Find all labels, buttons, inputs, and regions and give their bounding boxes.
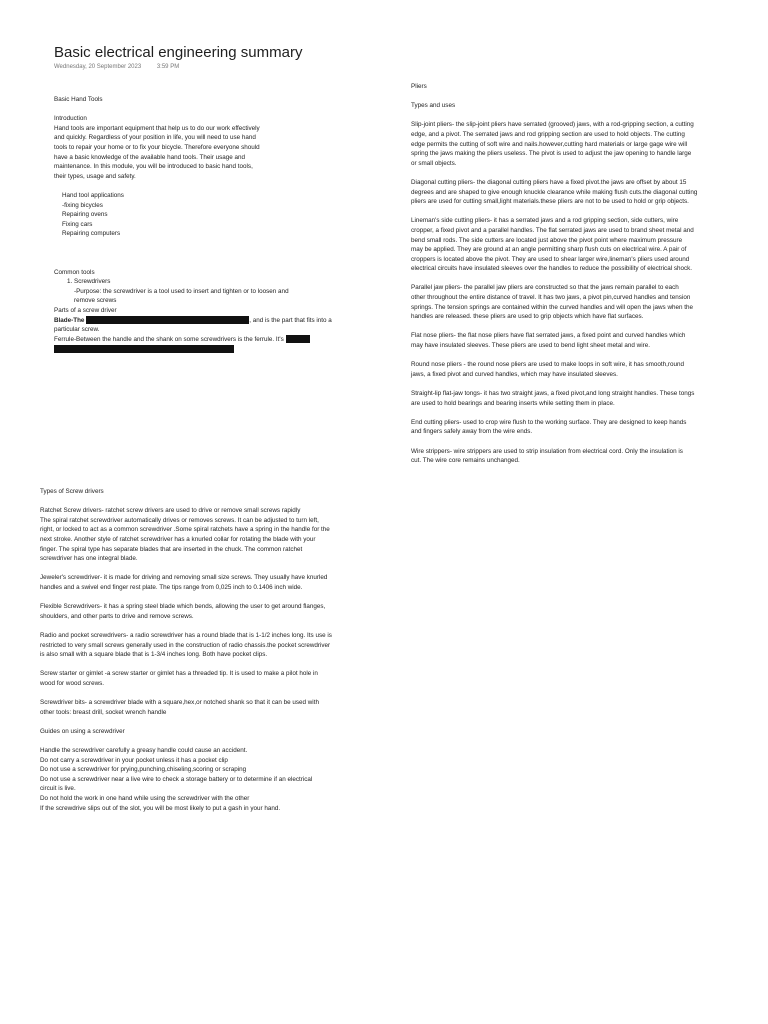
- text-line: other throughout the entire distance of travel. It has two jaws, a pivot pin,curved handles and tension: [411, 294, 691, 302]
- text-line: finger. The spiral type has separate blades that are inserted in the chuck. The common ratchet: [40, 545, 303, 553]
- text-line: Do not use a screwdriver for prying,punching,chiseling,scoring or scraping: [40, 766, 247, 774]
- paragraph: [411, 389, 767, 408]
- text-line: have a basic knowledge of the available hand tools. Their usage and: [54, 153, 246, 161]
- text-line: and quickly. Regardless of your position in life, you will need to use hand: [54, 134, 256, 142]
- text-line: Slip-joint pliers- the slip-joint pliers have serrated (grooved) jaws, with a rod-gripping section, a cutting: [411, 121, 694, 129]
- text-line: right, or locked to act as a common screwdriver .Some spiral ratchets have a spring in the handle for the: [40, 526, 330, 534]
- text-line: handles are released. these pliers are used to grip objects which have flat surfaces.: [411, 313, 644, 321]
- paragraph: [40, 746, 405, 813]
- text-line: circuit is live.: [40, 785, 76, 793]
- types-heading: Types of Screw drivers: [40, 488, 104, 495]
- text-line: their types, usage and safety.: [54, 172, 136, 180]
- applications-list: [54, 191, 364, 239]
- left-top-note: [54, 95, 364, 354]
- text-line: are used to hold bearings and bearing inserts while setting them in place.: [411, 399, 615, 407]
- text-line: edge permits the cutting of soft wire and nails.however,cutting hard materials or large gage wire will: [411, 140, 688, 148]
- text-line: shoulders, and other parts to drive and remove screws.: [40, 612, 194, 620]
- pliers-heading: Pliers: [411, 83, 427, 90]
- paragraph: [40, 602, 405, 621]
- text-line: cut. The wire core remains unchanged.: [411, 457, 520, 465]
- text-line: Radio and pocket screwdrivers- a radio screwdriver has a round blade that is 1-1/2 inches long. Its use is: [40, 631, 332, 639]
- paragraph: [40, 573, 405, 592]
- blade-line-2: particular screw.: [54, 326, 100, 334]
- text-line: Do not use a screwdriver near a live wire to check a storage battery or to determine if an electrical: [40, 775, 313, 783]
- redaction-bar: [86, 316, 249, 324]
- right-note: [411, 82, 767, 466]
- paragraph: [411, 283, 767, 321]
- text-line: Hand tools are important equipment that help us to do our work effectively: [54, 124, 260, 132]
- text-line: restricted to very small screws generally used in the construction of radio chassis.the pocket screwdriver: [40, 641, 331, 649]
- text-line: may have insulated sleeves. These pliers are used to bend light sheet metal and wire.: [411, 342, 650, 350]
- text-line: Wire strippers- wire strippers are used to strip insulation from electrical cord. Only the insulation is: [411, 447, 683, 455]
- text-line: maintenance. In this module, you will be introduced to basic hand tools,: [54, 163, 253, 171]
- text-line: Flexible Screwdrivers- it has a spring steel blade which bends, allowing the user to get around flanges,: [40, 603, 326, 611]
- text-line: spring the jaws making the pliers useless. The pivot is used to adjust the jaw opening to handle large: [411, 150, 692, 158]
- text-line: cropper, a fixed pivot and a parallel handles. The flat serrated jaws are used to brand sheet metal and: [411, 226, 694, 234]
- text-line: degrees and are shaped to give enough knuckle clearance while making flush cuts.the diagonal cutting: [411, 188, 698, 196]
- paragraph: [40, 727, 405, 737]
- text-line: If the screwdrive slips out of the slot, you will be most likely to put a gash in your hand.: [40, 804, 281, 812]
- text-line: tools to repair your home or to fix your bicycle. Therefore everyone should: [54, 143, 260, 151]
- paragraph: [411, 418, 767, 437]
- paragraph: [411, 331, 767, 350]
- text-line: Guides on using a screwdriver: [40, 727, 125, 735]
- text-line: Screw starter or gimlet -a screw starter or gimlet has a threaded tip. It is used to make a pilot hole in: [40, 670, 318, 678]
- ferrule-text: Ferrule-Between the handle and the shank on some screwdrivers is the ferrule. It's: [54, 335, 284, 343]
- text-line: Straight-lip flat-jaw tongs- it has two straight jaws, a fixed pivot,and long straight handles. These tongs: [411, 390, 695, 397]
- text-line: Flat nose pliers- the flat nose pliers have flat serrated jaws, a fixed point and curved handles which: [411, 332, 686, 340]
- blade-label: Blade-The: [54, 316, 85, 324]
- text-line: Handle the screwdriver carefully a greasy handle could cause an accident.: [40, 747, 248, 755]
- blade-line: [54, 316, 364, 326]
- text-line: Do not carry a screwdriver in your pocket unless it has a pocket clip: [40, 756, 228, 764]
- paragraph: [411, 360, 767, 379]
- text-line: -Purpose: the screwdriver is a tool used to insert and tighten or to loosen and: [74, 287, 289, 295]
- text-line: other tools: breast drill, socket wrench handle: [40, 708, 167, 716]
- screwdriver-types: [40, 506, 405, 813]
- text-line: Ratchet Screw drivers- ratchet screw drivers are used to drive or remove small screws rapidly: [40, 507, 301, 515]
- paragraph: [411, 178, 767, 207]
- text-line: next stroke. Another style of ratchet screwdriver has a knurled collar for rotating the blade with your: [40, 535, 316, 543]
- common-tools-heading: Common tools: [54, 268, 95, 276]
- text-line: -fixing bicycles: [62, 201, 103, 209]
- text-line: electrical circuits have insulated sleeves over the handles to reduce the possibility of electrical shock.: [411, 265, 693, 273]
- intro-paragraph: [54, 124, 364, 182]
- parts-heading: Parts of a screw driver: [54, 307, 117, 315]
- text-line: Repairing computers: [62, 230, 121, 238]
- paragraph: [411, 447, 767, 466]
- section-heading: Basic Hand Tools: [54, 96, 103, 103]
- purpose-text: [54, 287, 364, 306]
- text-line: Diagonal cutting pliers- the diagonal cutting pliers have a fixed pivot.the jaws are offset by about 15: [411, 178, 687, 186]
- paragraph: [40, 506, 405, 564]
- text-line: Do not hold the work in one hand while using the screwdriver with the other: [40, 795, 250, 802]
- page-meta: [54, 64, 193, 70]
- text-line: The spiral ratchet screwdriver automatically drives or removes screws. It can be adjusted to turn left,: [40, 516, 319, 524]
- intro-heading: Introduction: [54, 115, 87, 123]
- paragraph: [411, 120, 767, 168]
- text-line: croppers is located above the pivot. They are used to shear larger wire,lineman's pliers used around: [411, 255, 690, 263]
- paragraph: [40, 698, 405, 717]
- text-line: springs. The tension springs are contained within the curved handles and will open the jaws when the: [411, 303, 694, 311]
- pliers-types: [411, 120, 767, 465]
- redaction-bar: [286, 335, 310, 343]
- text-line: and fingers safely away from the wire ends.: [411, 428, 533, 436]
- paragraph: [40, 631, 405, 660]
- text-line: Round nose pliers - the round nose pliers are used to make loops in soft wire, it has smooth,round: [411, 361, 685, 369]
- text-line: handles and a swivel end finger rest plate. The tips range from 0,025 inch to 0.1406 inch wide.: [40, 583, 303, 591]
- text-line: wood for wood screws.: [40, 679, 105, 687]
- text-line: Fixing cars: [62, 220, 93, 228]
- text-line: pliers are used for cutting small,light materials.these pliers are not to be used to hold or grip objects.: [411, 198, 689, 206]
- text-line: Screwdriver bits- a screwdriver blade with a square,hex,or notched shank so that it can be used with: [40, 699, 319, 707]
- pliers-subheading: Types and uses: [411, 102, 456, 110]
- tools-list: [54, 277, 364, 287]
- page-time: 3:59 PM: [156, 64, 180, 70]
- text-line: Lineman's side cutting pliers- it has a serrated jaws and a rod gripping section, side cutters, wire: [411, 217, 679, 225]
- blade-text: , and is the part that fits into a: [249, 316, 332, 324]
- list-item: 1. Screwdrivers: [74, 277, 364, 287]
- page-date: Wednesday, 20 September 2023: [54, 64, 142, 70]
- text-line: screwdriver has one integral blade.: [40, 555, 138, 563]
- text-line: End cutting pliers- used to crop wire flush to the working surface. They are designed to keep hands: [411, 418, 687, 426]
- text-line: Hand tool applications: [62, 191, 124, 199]
- ferrule-line: [54, 335, 364, 345]
- text-line: Jeweler's screwdriver- it is made for driving and removing small size screws. They usually have knurled: [40, 574, 328, 582]
- text-line: edge, and a pivot. The serrated jaws and rod gripping section are used to hold objects. The cutting: [411, 130, 685, 138]
- text-line: may be applied. They are ground at an angle permitting sharp flush cuts on electrical wire. A pair of: [411, 246, 687, 254]
- page-title: Basic electrical engineering summary: [54, 44, 303, 61]
- text-line: is also small with a square blade that is 1-3/4 inches long. Both have pocket clips.: [40, 651, 268, 659]
- text-line: remove screws: [74, 297, 117, 305]
- text-line: or small objects.: [411, 159, 457, 167]
- paragraph: [411, 216, 767, 274]
- text-line: Repairing ovens: [62, 211, 108, 219]
- text-line: jaws, a fixed pivot and curved handles, which may have insulated sleeves.: [411, 370, 618, 378]
- redaction-bar: [54, 345, 234, 353]
- left-bottom-note: [40, 487, 405, 813]
- text-line: Parallel jaw pliers- the parallel jaw pliers are constructed so that the jaws remain parallel to each: [411, 284, 679, 292]
- text-line: bend small rods. The side cutters are located just above the pivot point where maximum pressure: [411, 236, 683, 244]
- paragraph: [40, 669, 405, 688]
